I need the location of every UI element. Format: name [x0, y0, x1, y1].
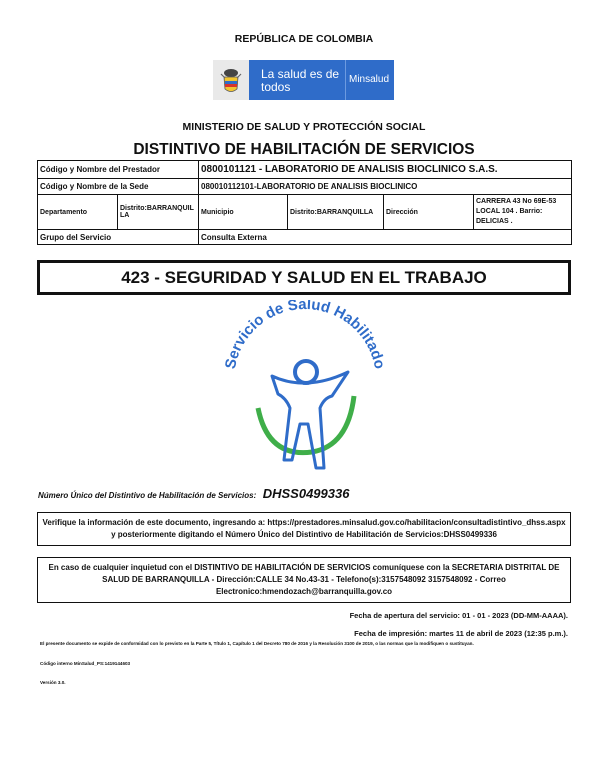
- direccion-label: Dirección: [384, 195, 474, 230]
- habilitado-seal: [220, 300, 390, 480]
- contact-line-1: En caso de cualquier inquietud con el DISTINTIVO DE HABILITACIÓN DE SERVICIOS comuníquese con la SECRETARIA DISTRITAL DE: [48, 563, 560, 572]
- service-title: 423 - SEGURIDAD Y SALUD EN EL TRABAJO: [37, 260, 571, 295]
- version-label: Versión 3.0.: [40, 680, 66, 685]
- direccion-value: CARRERA 43 No 69E-53 LOCAL 104 . Barrio: DELICIAS .: [474, 195, 572, 230]
- departamento-value: Distrito:BARRANQUILLA: [118, 195, 199, 230]
- seal-text: Servicio de Salud Habilitado: [221, 300, 389, 371]
- legal-note: El presente documento se expide de conformidad con lo previsto en la Parte 5, Título 1, Capítulo 1 del Decreto 780 de 2016 y la Resolución 3100 de 2019, o las normas que la modifiquen o sustituyan.: [40, 641, 474, 646]
- table-row: [38, 230, 572, 245]
- numero-value: DHSS0499336: [262, 486, 350, 501]
- republic-heading: REPÚBLICA DE COLOMBIA: [234, 33, 374, 45]
- prestador-value: 0800101121 - LABORATORIO DE ANALISIS BIOCLINICO S.A.S.: [199, 161, 572, 179]
- sede-value: 080010112101-LABORATORIO DE ANALISIS BIOCLINICO: [199, 179, 572, 195]
- municipio-label: Municipio: [199, 195, 288, 230]
- logo-brand: Minsalud: [349, 74, 390, 85]
- numero-label: Número Único del Distintivo de Habilitación de Servicios:: [38, 491, 257, 500]
- verify-box: [37, 512, 571, 546]
- provider-info-table: [37, 160, 572, 245]
- table-row: [38, 195, 572, 230]
- coat-of-arms-icon: [213, 60, 249, 100]
- contact-line-2: SALUD DE BARRANQUILLA - Dirección:CALLE 34 No.43-31 - Telefono(s):3157548092 3157548092 - Correo: [102, 575, 506, 584]
- numero-unico: [38, 485, 349, 503]
- ministry-heading: MINISTERIO DE SALUD Y PROTECCIÓN SOCIAL: [182, 121, 426, 133]
- table-row: [38, 161, 572, 179]
- sede-label: Código y Nombre de la Sede: [38, 179, 199, 195]
- prestador-label: Código y Nombre del Prestador: [38, 161, 199, 179]
- minsalud-logo: [213, 60, 394, 100]
- grupo-label: Grupo del Servicio: [38, 230, 199, 245]
- departamento-label: Departamento: [38, 195, 118, 230]
- contact-line-3: Electronico:hmendozach@barranquilla.gov.co: [215, 587, 393, 596]
- grupo-value: Consulta Externa: [199, 230, 572, 245]
- verify-line-2: y posteriormente digitando el Número Único del Distintivo de Habilitación de Servicios:DHSS0499336: [111, 530, 497, 539]
- verify-line-1: Verifique la información de este documento, ingresando a: https://prestadores.minsalud.gov.co/habilitacion/consultadistintivo_dhss.aspx: [42, 518, 566, 527]
- fecha-impresion: Fecha de impresión: martes 11 de abril de 2023 (12:35 p.m.).: [354, 629, 568, 638]
- logo-slogan: La salud es de todos: [261, 67, 340, 94]
- internal-code: Código interno MinSalud_PS:1419144603: [40, 661, 131, 666]
- municipio-value: Distrito:BARRANQUILLA: [288, 195, 384, 230]
- document-title: DISTINTIVO DE HABILITACIÓN DE SERVICIOS: [133, 141, 475, 158]
- fecha-apertura: Fecha de apertura del servicio: 01 - 01 - 2023 (DD-MM-AAAA).: [349, 611, 568, 620]
- table-row: [38, 179, 572, 195]
- contact-box: [37, 557, 571, 603]
